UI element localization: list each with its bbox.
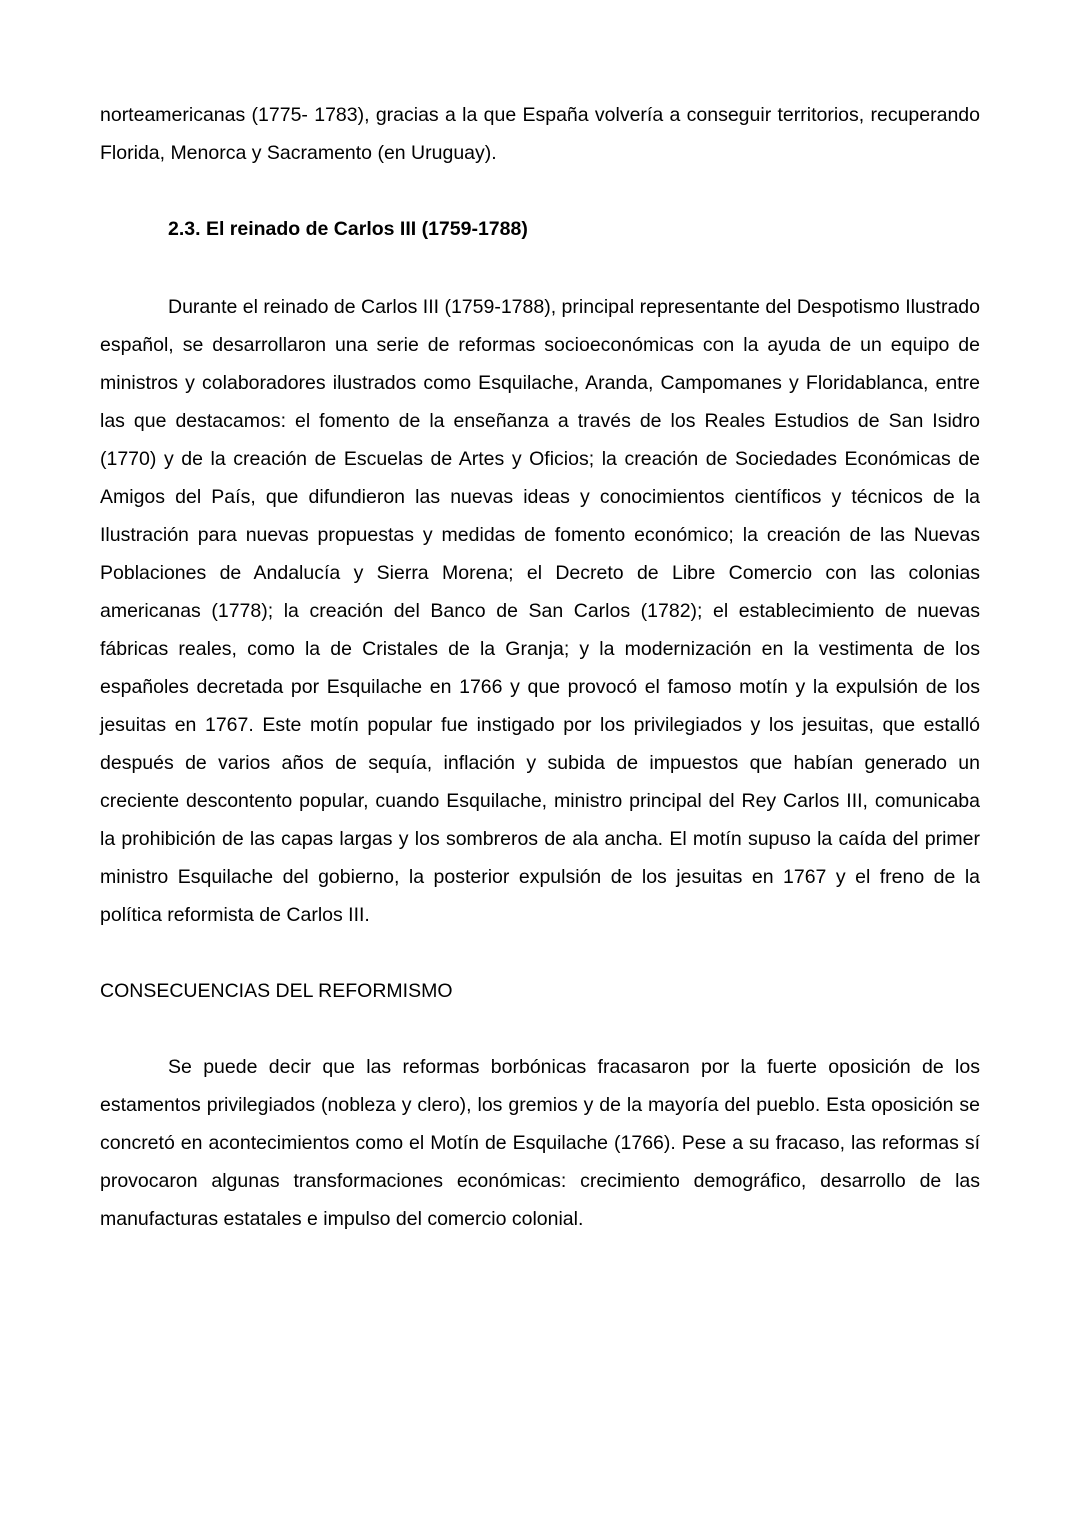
- spacer: [100, 1010, 980, 1048]
- spacer: [100, 934, 980, 972]
- section-heading-2-3: 2.3. El reinado de Carlos III (1759-1788): [168, 218, 528, 240]
- paragraph-continuation: norteamericanas (1775- 1783), gracias a la que España volvería a conseguir territorios, recuperando Florida, Menorca y Sacramento (en Uruguay).: [100, 104, 980, 164]
- spacer: [100, 172, 980, 210]
- spacer: [100, 248, 980, 288]
- document-body: [100, 96, 980, 1238]
- subsection-label-consecuencias: CONSECUENCIAS DEL REFORMISMO: [100, 980, 453, 1002]
- paragraph-carlos-iii-reforms: Durante el reinado de Carlos III (1759-1788), principal representante del Despotismo Ilustrado español, se desarrollaron una serie de reformas socioeconómicas con la ayuda de un equipo de ministros y colaboradores ilustrados como Esquilache, Aranda, Campomanes y Floridablanca, entre las que destacamos: el fomento de la enseñanza a través de los Reales Estudios de San Isidro (1770) y de la creación de Escuelas de Artes y Oficios; la creación de Sociedades Económicas de Amigos del País, que difundieron las nuevas ideas y conocimientos científicos y técnicos de la Ilustración para nuevas propuestas y medidas de fomento económico; la creación de las Nuevas Poblaciones de Andalucía y Sierra Morena; el Decreto de Libre Comercio con las colonias americanas (1778); la creación del Banco de San Carlos (1782); el establecimiento de nuevas fábricas reales, como la de Cristales de la Granja; y la modernización en la vestimenta de los españoles decretada por Esquilache en 1766 y que provocó el famoso motín y la expulsión de los jesuitas en 1767. Este motín popular fue instigado por los privilegiados y los jesuitas, que estalló después de varios años de sequía, inflación y subida de impuestos que habían generado un creciente descontento popular, cuando Esquilache, ministro principal del Rey Carlos III, comunicaba la prohibición de las capas largas y los sombreros de ala ancha. El motín supuso la caída del primer ministro Esquilache del gobierno, la posterior expulsión de los jesuitas en 1767 y el freno de la política reformista de Carlos III.: [100, 296, 980, 926]
- paragraph-consecuencias: Se puede decir que las reformas borbónicas fracasaron por la fuerte oposición de los estamentos privilegiados (nobleza y clero), los gremios y de la mayoría del pueblo. Esta oposición se concretó en acontecimientos como el Motín de Esquilache (1766). Pese a su fracaso, las reformas sí provocaron algunas transformaciones económicas: crecimiento demográfico, desarrollo de las manufacturas estatales e impulso del comercio colonial.: [100, 1056, 980, 1230]
